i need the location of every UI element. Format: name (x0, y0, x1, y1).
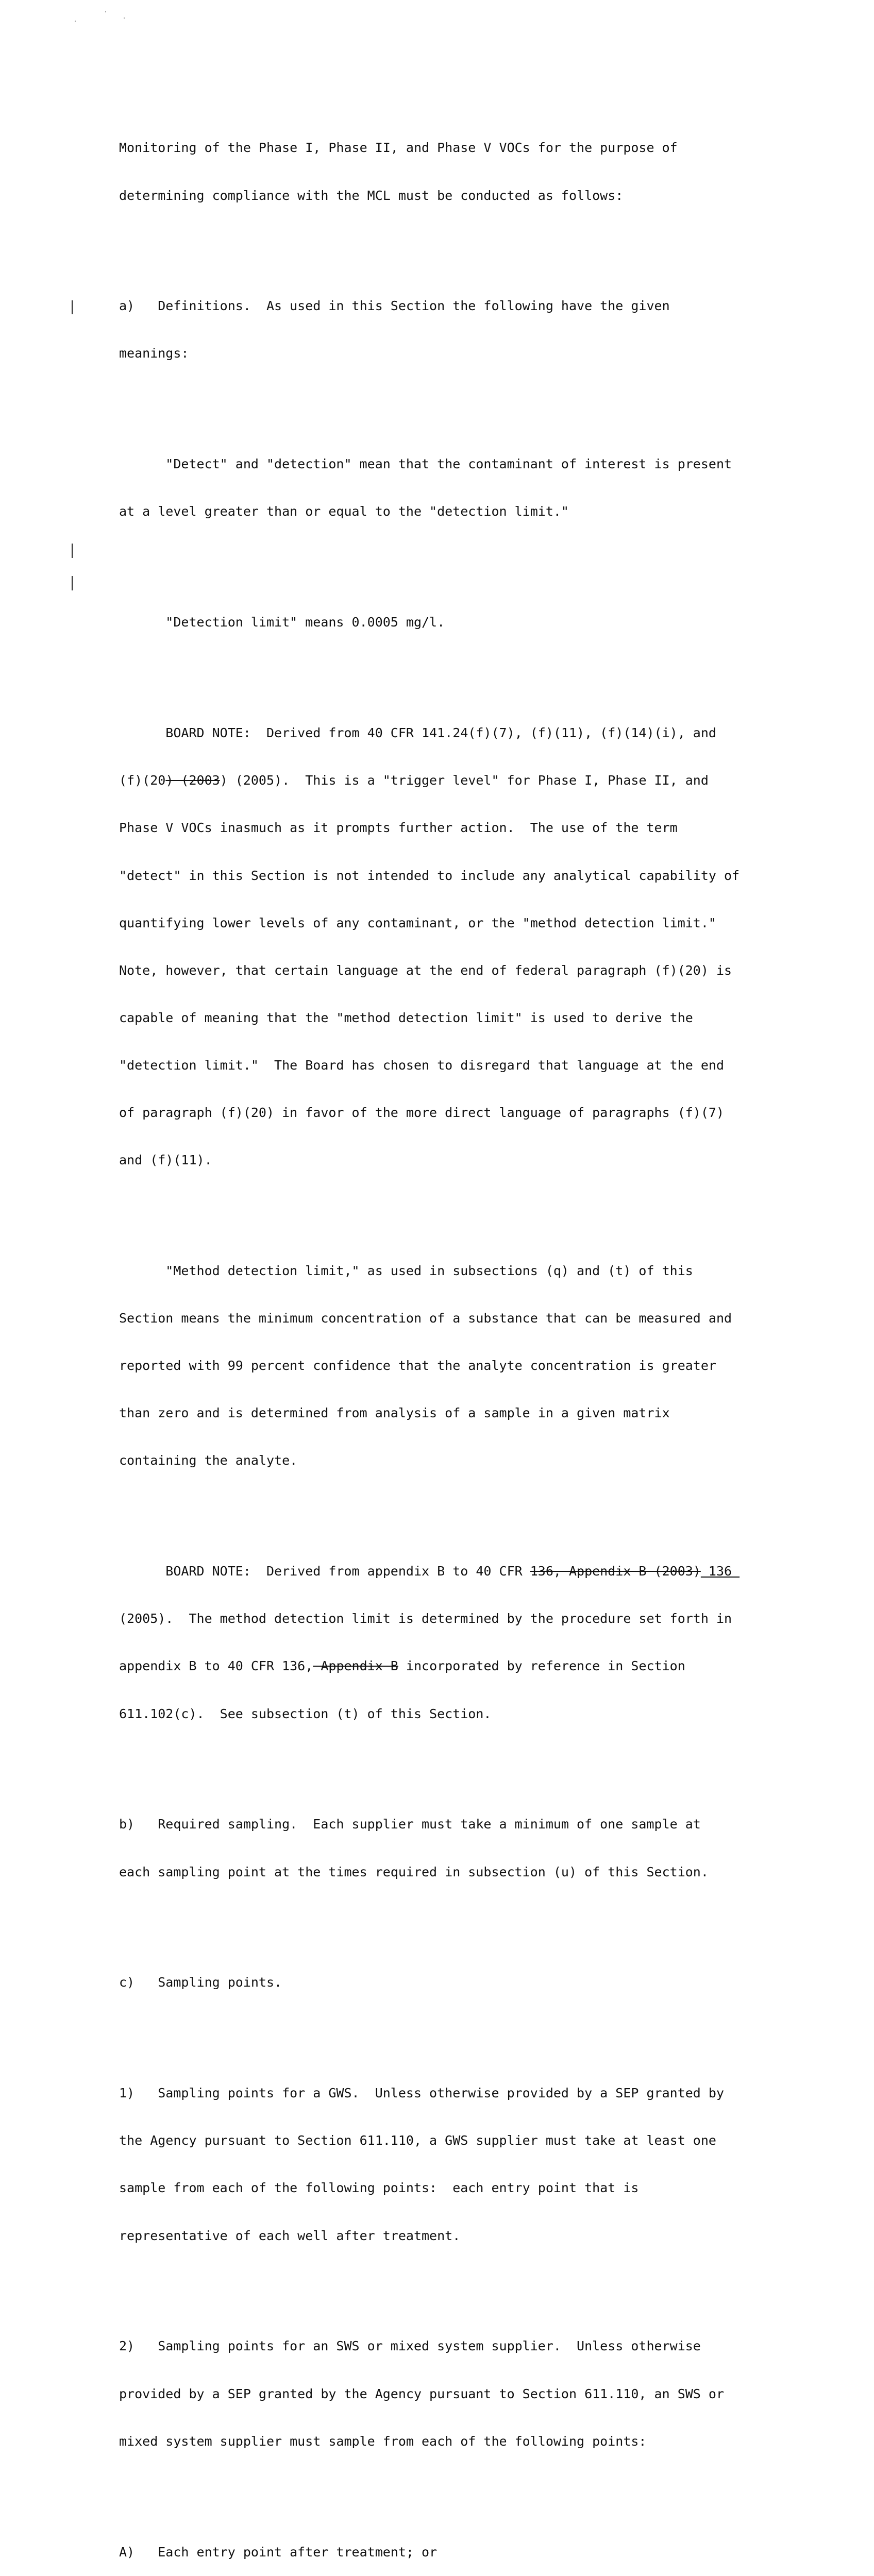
text-line: "Detection limit" means 0.0005 mg/l. (119, 615, 445, 630)
text-line: and (f)(11). (119, 1153, 212, 1168)
text-line: 611.102(c). See subsection (t) of this Section. (119, 1706, 492, 1721)
text-line: mixed system supplier must sample from each of the following points: (119, 2433, 647, 2449)
text-line: 1) Sampling points for a GWS. Unless otherwise provided by a SEP granted by (119, 2086, 724, 2101)
text-line: a) Definitions. As used in this Section the following have the given (119, 298, 670, 314)
text-line: "Method detection limit," as used in subsections (q) and (t) of this (119, 1263, 693, 1278)
deleted-text: ) (2003 (165, 773, 220, 788)
text-line (119, 773, 804, 789)
text-line: representative of each well after treatment. (119, 2228, 461, 2243)
text-line: containing the analyte. (119, 1453, 298, 1468)
text-line: of paragraph (f)(20) in favor of the more direct language of paragraphs (f)(7) (119, 1105, 724, 1120)
text-line: "detection limit." The Board has chosen to disregard that language at the end (119, 1057, 724, 1073)
blank-line (119, 1912, 804, 1928)
text-line: provided by a SEP granted by the Agency pursuant to Section 611.110, an SWS or (119, 2386, 724, 2401)
text-line: than zero and is determined from analysis of a sample in a given matrix (119, 1405, 670, 1421)
change-bar (72, 300, 73, 314)
text-line: Note, however, that certain language at the end of federal paragraph (f)(20) is (119, 962, 732, 978)
text-line: sample from each of the following points: each entry point that is (119, 2180, 639, 2196)
text-line: Phase V VOCs inasmuch as it prompts further action. The use of the term (119, 820, 678, 836)
text-line: at a level greater than or equal to the "detection limit." (119, 504, 569, 519)
blank-line (119, 2276, 804, 2292)
deleted-text: Appendix B (313, 1658, 398, 1674)
text-line: c) Sampling points. (119, 1975, 282, 1990)
blank-line (119, 2023, 804, 2039)
text-line: quantifying lower levels of any contaminant, or the "method detection limit." (119, 915, 716, 930)
text-line: capable of meaning that the "method detection limit" is used to derive the (119, 1010, 693, 1025)
text-line: "detect" in this Section is not intended to include any analytical capability of (119, 868, 740, 883)
text-line: the Agency pursuant to Section 611.110, a GWS supplier must take at least one (119, 2133, 716, 2148)
blank-line (119, 1754, 804, 1770)
change-bar (72, 544, 73, 558)
blank-line (119, 1500, 804, 1516)
text-line: A) Each entry point after treatment; or (119, 2544, 438, 2560)
inserted-text: 136 (700, 1564, 740, 1579)
text-line: (2005). The method detection limit is determined by the procedure set forth in (119, 1611, 732, 1626)
text-run: incorporated by reference in Section (398, 1658, 685, 1674)
text-run: (f)(20 (119, 773, 166, 788)
blank-line (119, 2481, 804, 2497)
text-run: BOARD NOTE: Derived from appendix B to 40 CFR (119, 1564, 530, 1579)
text-line: b) Required sampling. Each supplier must take a minimum of one sample at (119, 1817, 701, 1832)
text-line: Section means the minimum concentration of a substance that can be measured and (119, 1311, 732, 1326)
change-bar (72, 576, 73, 590)
text-line: 2) Sampling points for an SWS or mixed system supplier. Unless otherwise (119, 2338, 701, 2354)
scan-speck (105, 11, 106, 12)
blank-line (119, 1200, 804, 1216)
text-line: each sampling point at the times required in subsection (u) of this Section. (119, 1864, 709, 1879)
blank-line (119, 662, 804, 678)
text-line: determining compliance with the MCL must be conducted as follows: (119, 188, 624, 203)
text-run: ) (2005). This is a "trigger level" for Phase I, Phase II, and (220, 773, 709, 788)
text-line: "Detect" and "detection" mean that the contaminant of interest is present (119, 456, 732, 472)
document-body (119, 109, 804, 2576)
text-line: Monitoring of the Phase I, Phase II, and Phase V VOCs for the purpose of (119, 140, 678, 156)
deleted-text: 136, Appendix B (2003) (530, 1564, 701, 1579)
scan-speck (124, 18, 125, 19)
blank-line (119, 394, 804, 410)
text-line: meanings: (119, 346, 189, 361)
blank-line (119, 552, 804, 568)
text-line: BOARD NOTE: Derived from 40 CFR 141.24(f)(7), (f)(11), (f)(14)(i), and (119, 725, 716, 741)
blank-line (119, 235, 804, 251)
text-run: appendix B to 40 CFR 136, (119, 1658, 313, 1674)
text-line (119, 1564, 804, 1580)
scan-speck (75, 21, 76, 22)
text-line: reported with 99 percent confidence that the analyte concentration is greater (119, 1358, 716, 1374)
text-line (119, 1658, 804, 1674)
